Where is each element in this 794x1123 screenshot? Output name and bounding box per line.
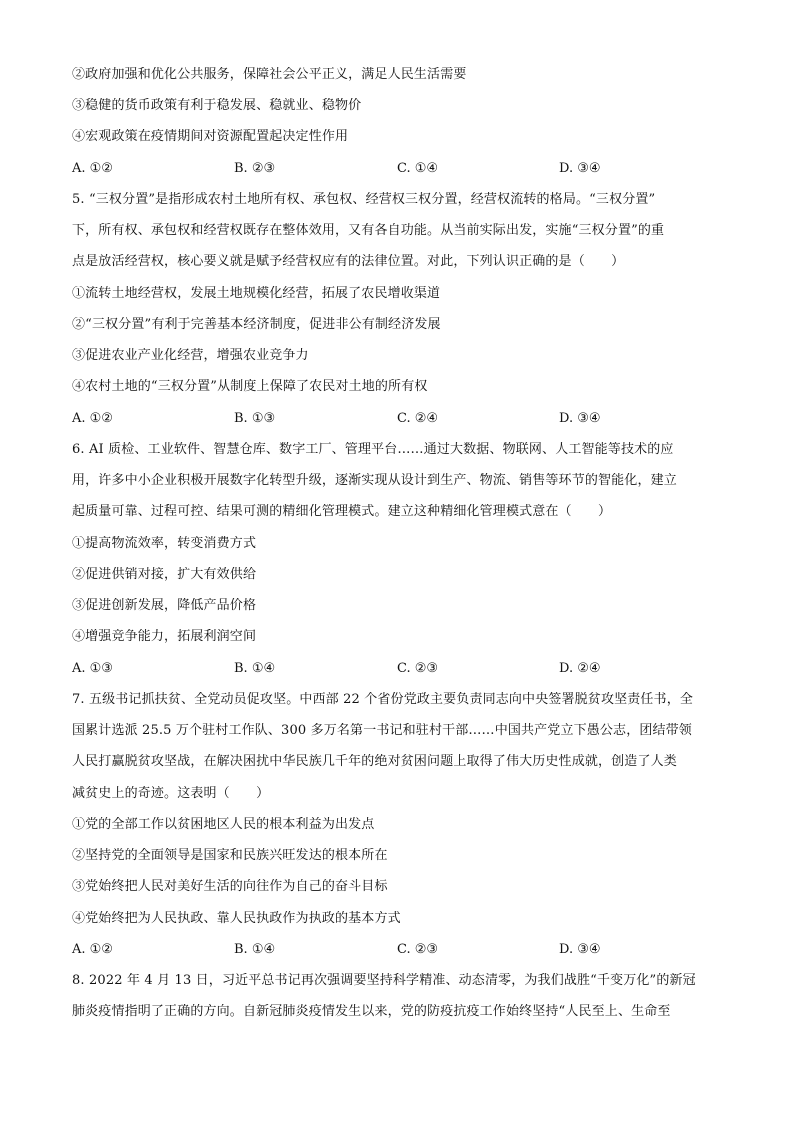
q4-option-a: A. ①② [72, 161, 113, 176]
q6-statement-4: ④增强竞争能力，拓展利润空间 [72, 629, 257, 644]
q5-stem-line-1: 5. “三权分置”是指形成农村土地所有权、承包权、经营权三权分置，经营权流转的格局。“三权分置” [72, 192, 656, 207]
q5-option-d: D. ③④ [559, 411, 601, 426]
q7-statement-3: ③党始终把人民对美好生活的向往作为自己的奋斗目标 [72, 879, 388, 894]
q4-statement-2: ②政府加强和优化公共服务，保障社会公平正义，满足人民生活需要 [72, 67, 467, 82]
q7-statement-2: ②坚持党的全面领导是国家和民族兴旺发达的根本所在 [72, 848, 388, 863]
q6-stem-line-1: 6. AI 质检、工业软件、智慧仓库、数字工厂、管理平台……通过大数据、物联网、人工智能等技术的应 [72, 442, 674, 457]
q4-statement-3: ③稳健的货币政策有利于稳发展、稳就业、稳物价 [72, 98, 362, 113]
q5-statement-3: ③促进农业产业化经营，增强农业竞争力 [72, 348, 309, 363]
q7-stem-line-2: 国累计选派 25.5 万个驻村工作队、300 多万名第一书记和驻村干部……中国共产党立下愚公志，团结带领 [72, 723, 692, 738]
q6-statement-2: ②促进供销对接，扩大有效供给 [72, 567, 257, 582]
q5-statement-4: ④农村土地的“三权分置”从制度上保障了农民对土地的所有权 [72, 379, 428, 394]
q6-stem-line-2: 用，许多中小企业积极开展数字化转型升级，逐渐实现从设计到生产、物流、销售等环节的智能化，建立 [72, 473, 677, 488]
q7-statement-1: ①党的全部工作以贫困地区人民的根本利益为出发点 [72, 817, 375, 832]
q5-option-c: C. ②④ [397, 411, 439, 426]
q5-statement-1: ①流转土地经营权，发展土地规模化经营，拓展了农民增收渠道 [72, 286, 441, 301]
q6-option-b: B. ①④ [234, 661, 276, 676]
q8-stem-line-2: 肺炎疫情指明了正确的方向。自新冠肺炎疫情发生以来，党的防疫抗疫工作始终坚持“人民至上、生命至 [72, 1004, 671, 1019]
q4-option-d: D. ③④ [559, 161, 601, 176]
q5-stem-line-2: 下，所有权、承包权和经营权既存在整体效用，又有各自功能。从当前实际出发，实施“三权分置”的重 [72, 223, 665, 238]
q5-option-b: B. ①③ [234, 411, 276, 426]
q7-option-b: B. ①④ [234, 942, 276, 957]
q6-stem-line-3: 起质量可靠、过程可控、结果可测的精细化管理模式。建立这种精细化管理模式意在（ ） [72, 504, 612, 519]
q6-statement-1: ①提高物流效率，转变消费方式 [72, 536, 257, 551]
q4-option-c: C. ①④ [397, 161, 439, 176]
q5-option-a: A. ①② [72, 411, 113, 426]
q7-option-a: A. ①② [72, 942, 113, 957]
q6-option-a: A. ①③ [72, 661, 113, 676]
q7-stem-line-1: 7. 五级书记抓扶贫、全党动员促攻坚。中西部 22 个省份党政主要负责同志向中央签署脱贫攻坚责任书，全 [72, 692, 693, 707]
q6-statement-3: ③促进创新发展，降低产品价格 [72, 598, 257, 613]
q7-stem-line-4: 减贫史上的奇迹。这表明（ ） [72, 786, 270, 801]
q7-option-c: C. ②③ [397, 942, 439, 957]
q5-statement-2: ②“三权分置”有利于完善基本经济制度，促进非公有制经济发展 [72, 317, 441, 332]
q8-stem-line-1: 8. 2022 年 4 月 13 日，习近平总书记再次强调要坚持科学精准、动态清零，为我们战胜“千变万化”的新冠 [72, 973, 696, 988]
q6-option-d: D. ②④ [559, 661, 601, 676]
q7-stem-line-3: 人民打赢脱贫攻坚战，在解决困扰中华民族几千年的绝对贫困问题上取得了伟大历史性成就，创造了人类 [72, 754, 677, 769]
q5-stem-line-3: 点是放活经营权，核心要义就是赋予经营权应有的法律位置。对此，下列认识正确的是（ ） [72, 254, 625, 269]
q7-statement-4: ④党始终把为人民执政、靠人民执政作为执政的基本方式 [72, 911, 401, 926]
q4-statement-4: ④宏观政策在疫情期间对资源配置起决定性作用 [72, 129, 349, 144]
q6-option-c: C. ②③ [397, 661, 439, 676]
q7-option-d: D. ③④ [559, 942, 601, 957]
q4-option-b: B. ②③ [234, 161, 276, 176]
